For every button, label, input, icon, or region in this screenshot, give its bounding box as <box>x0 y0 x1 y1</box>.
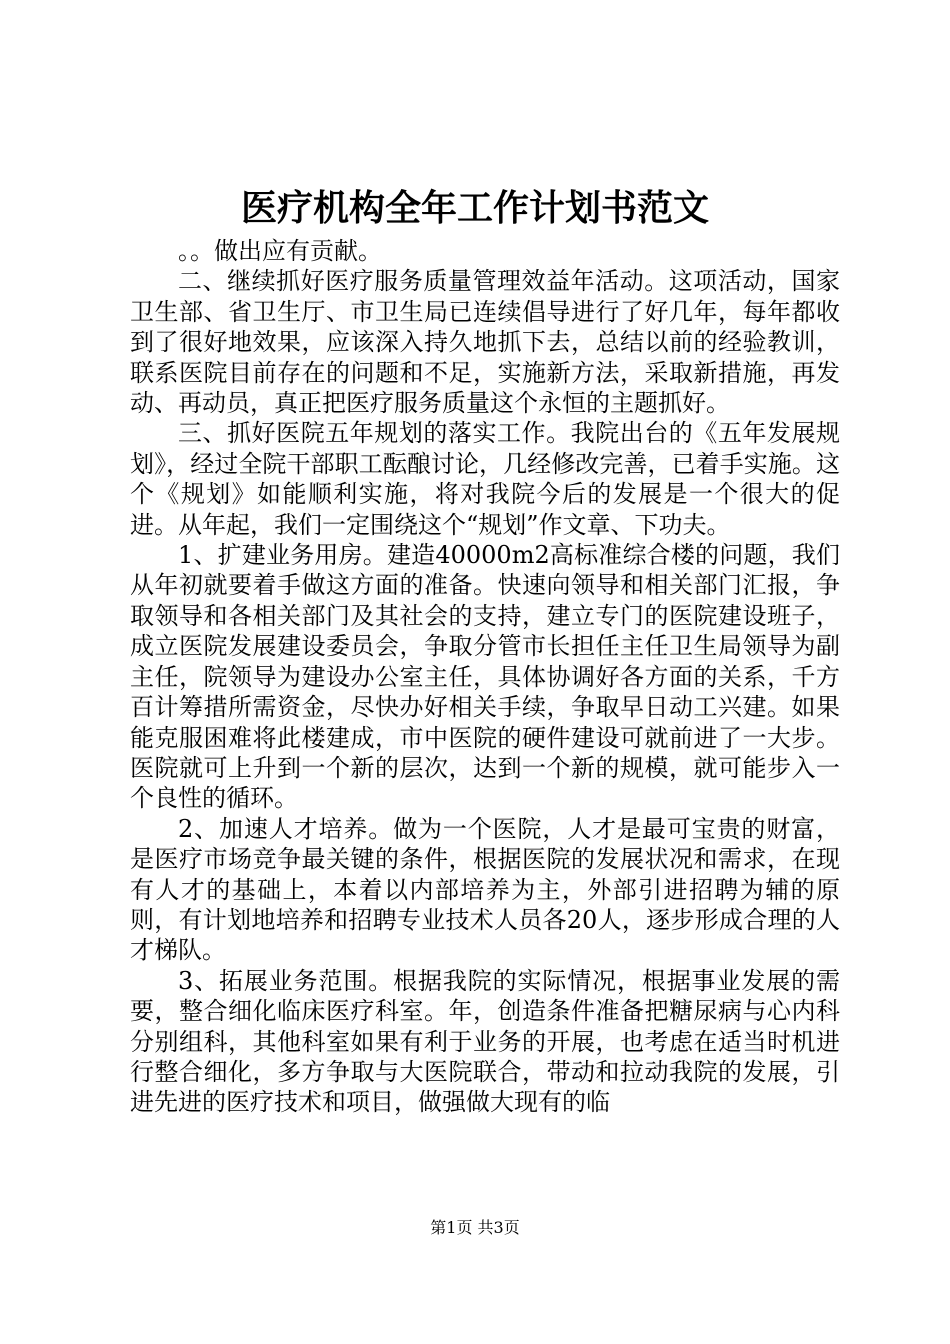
paragraph-intro: 。。做出应有贡献。 <box>178 237 382 265</box>
document-title: 医疗机构全年工作计划书范文 <box>240 187 709 229</box>
page-number-footer: 第1页 共3页 <box>430 1218 520 1237</box>
paragraph-item-2: 2、加速人才培养。做为一个医院，人才是最可宝贵的财富，是医疗市场竞争最关键的条件，根据医院的发展状况和需求，在现有人才的基础上，本着以内部培养为主，外部引进招聘为辅的原则，有计划地培养和招聘专业技术人员各20人，逐步形成合理的人才梯队。 <box>130 814 840 965</box>
paragraph-section-2: 二、继续抓好医疗服务质量管理效益年活动。这项活动，国家卫生部、省卫生厅、市卫生局已连续倡导进行了好几年，每年都收到了很好地效果，应该深入持久地抓下去，总结以前的经验教训，联系医院目前存在的问题和不足，实施新方法，采取新措施，再发动、再动员，真正把医疗服务质量这个永恒的主题抓好。 <box>130 267 840 418</box>
paragraph-section-3: 三、抓好医院五年规划的落实工作。我院出台的《五年发展规划》，经过全院干部职工酝酿讨论，几经修改完善，已着手实施。这个《规划》如能顺利实施，将对我院今后的发展是一个很大的促进。从年起，我们一定围绕这个“规划”作文章、下功夫。 <box>130 419 840 539</box>
paragraph-item-3: 3、拓展业务范围。根据我院的实际情况，根据事业发展的需要，整合细化临床医疗科室。年，创造条件准备把糖尿病与心内科分别组科，其他科室如果有利于业务的开展，也考虑在适当时机进行整合细化，多方争取与大医院联合，带动和拉动我院的发展，引进先进的医疗技术和项目，做强做大现有的临 <box>130 966 840 1117</box>
document-body <box>130 236 840 1118</box>
paragraph-item-1: 1、扩建业务用房。建造40000m2高标准综合楼的问题，我们从年初就要着手做这方面的准备。快速向领导和相关部门汇报，争取领导和各相关部门及其社会的支持，建立专门的医院建设班子，成立医院发展建设委员会，争取分管市长担任主任卫生局领导为副主任，院领导为建设办公室主任，具体协调好各方面的关系，千方百计筹措所需资金，尽快办好相关手续，争取早日动工兴建。如果能克服困难将此楼建成，市中医院的硬件建设可就前进了一大步。医院就可上升到一个新的层次，达到一个新的规模，就可能步入一个良性的循环。 <box>130 541 840 813</box>
